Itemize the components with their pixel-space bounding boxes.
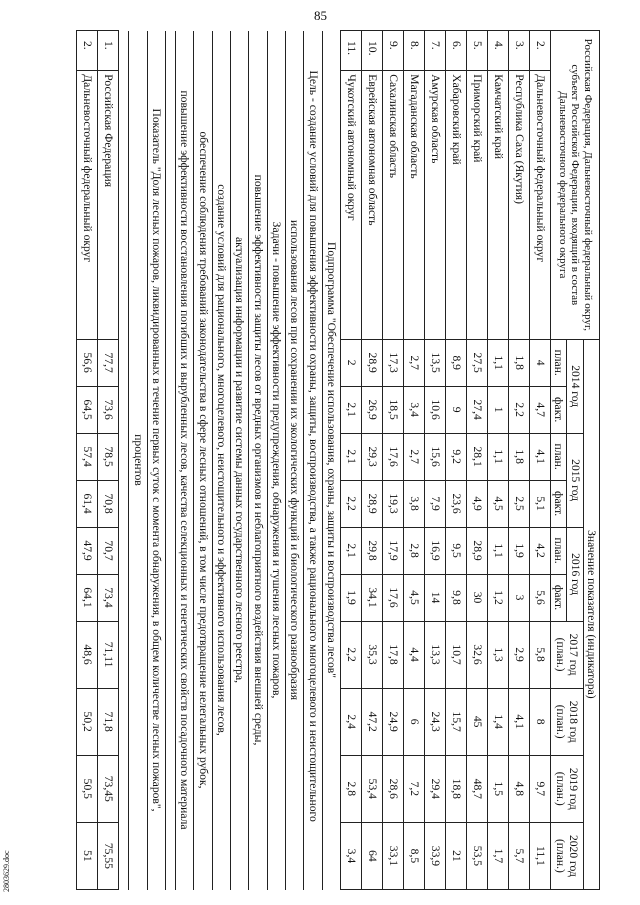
value-cell: 30 (467, 574, 488, 621)
value-cell: 8,5 (404, 822, 425, 889)
row-number: 2. (530, 31, 551, 71)
value-cell: 2 (341, 339, 362, 386)
value-cell: 4,9 (467, 480, 488, 527)
header-year-2014: 2014 год (567, 339, 583, 433)
value-cell: 29,4 (425, 755, 446, 822)
value-cell: 53,4 (362, 755, 383, 822)
value-cell: 1,5 (488, 755, 509, 822)
value-cell: 1,1 (488, 339, 509, 386)
value-cell: 2,5 (509, 480, 530, 527)
value-cell: 4,5 (404, 574, 425, 621)
table-header (551, 31, 600, 890)
table-row (425, 31, 446, 890)
table-row (98, 31, 119, 890)
spacer-cell (119, 31, 129, 890)
section-row (176, 31, 194, 890)
value-cell: 71,8 (98, 688, 119, 755)
value-cell: 18,8 (446, 755, 467, 822)
subprogram-text-line: актуализация информации и развитие системы данных государственного лесного реестра, (231, 31, 249, 890)
value-cell: 5,6 (530, 574, 551, 621)
subprogram-text-line: повышение эффективности защиты лесов от вредных организмов и неблагоприятного воздействия внешней среды, (249, 31, 267, 890)
header-region-column: Российская Федерация, Дальневосточный федеральный округ, субъект Российской Федерации, входящий в состав Дальневосточного федерального округа (551, 31, 600, 340)
spacer-cell (166, 31, 176, 890)
subprogram-text-line: Цель - создание условий для повышения эффективности охраны, защиты, воспроизводства, а также рационального многоцелевого и неистощительного (304, 31, 322, 890)
value-cell: 6 (404, 688, 425, 755)
value-cell: 47,2 (362, 688, 383, 755)
value-cell: 1,1 (488, 527, 509, 574)
subprogram-text-line: повышение эффективности восстановления погибших и вырубленных лесов, качества селекционных и генетических свойств посадочного материала (176, 31, 194, 890)
value-cell: 75,55 (98, 822, 119, 889)
value-cell: 4,1 (509, 688, 530, 755)
subprogram-text-line: обеспечение соблюдения требований законодательства в сфере лесных отношений, в том числе предотвращение нелегальных рубок, (194, 31, 212, 890)
header-indicator-group: Значение показателя (индикатора) (583, 339, 599, 889)
header-year-2016: 2016 год (567, 527, 583, 621)
value-cell: 28,9 (362, 480, 383, 527)
value-cell: 1 (488, 386, 509, 433)
page-number: 85 (314, 8, 327, 23)
value-cell: 4,1 (530, 433, 551, 480)
value-cell: 2,2 (341, 480, 362, 527)
row-number: 11. (341, 31, 362, 71)
value-cell: 78,5 (98, 433, 119, 480)
section-row (322, 31, 340, 890)
value-cell: 7,9 (425, 480, 446, 527)
region-name: Еврейская автономная область (362, 71, 383, 339)
table-row (467, 31, 488, 890)
value-cell: 33,1 (383, 822, 404, 889)
value-cell: 2,1 (341, 433, 362, 480)
section-row (267, 31, 285, 890)
value-cell: 9,8 (446, 574, 467, 621)
region-name: Дальневосточный федеральный округ (530, 71, 551, 339)
header-fact: факт. (551, 574, 567, 621)
value-cell: 3,4 (341, 822, 362, 889)
region-name: Амурская область (425, 71, 446, 339)
region-name: Российская Федерация (98, 71, 119, 339)
region-name: Чукотский автономный округ (341, 71, 362, 339)
value-cell: 9 (446, 386, 467, 433)
table-row (77, 31, 98, 890)
header-year-2015: 2015 год (567, 433, 583, 527)
indicator-title-line: процентов (129, 31, 147, 890)
subprogram-text-line: Задачи - повышение эффективности предупреждения, обнаружения и тушения лесных пожаров, (267, 31, 285, 890)
value-cell: 35,3 (362, 621, 383, 688)
value-cell: 4 (530, 339, 551, 386)
table-row (404, 31, 425, 890)
document-id: 2803629.doc (2, 850, 11, 892)
value-cell: 10,6 (425, 386, 446, 433)
value-cell: 4,8 (509, 755, 530, 822)
row-number: 8. (404, 31, 425, 71)
value-cell: 32,6 (467, 621, 488, 688)
value-cell: 45 (467, 688, 488, 755)
value-cell: 26,9 (362, 386, 383, 433)
rotated-table-container (40, 30, 600, 890)
indicator-table (76, 30, 600, 890)
value-cell: 70,7 (98, 527, 119, 574)
value-cell: 11,1 (530, 822, 551, 889)
table-row (362, 31, 383, 890)
section-row (212, 31, 230, 890)
value-cell: 34,1 (362, 574, 383, 621)
header-plan: план. (551, 527, 567, 574)
value-cell: 13,3 (425, 621, 446, 688)
header-year-2019-plan: 2019 год (план.) (551, 755, 584, 822)
value-cell: 2,2 (341, 621, 362, 688)
value-cell: 8 (530, 688, 551, 755)
value-cell: 17,3 (383, 339, 404, 386)
subprogram-text-line: использования лесов при сохранении их экологических функций и биологического разнообразия (286, 31, 304, 890)
header-fact: факт. (551, 386, 567, 433)
value-cell: 15,7 (446, 688, 467, 755)
table-row (530, 31, 551, 890)
value-cell: 73,6 (98, 386, 119, 433)
table-row (509, 31, 530, 890)
value-cell: 50,2 (77, 688, 98, 755)
value-cell: 9,2 (446, 433, 467, 480)
value-cell: 27,5 (467, 339, 488, 386)
value-cell: 2,8 (341, 755, 362, 822)
value-cell: 1,2 (488, 574, 509, 621)
value-cell: 2,8 (404, 527, 425, 574)
section-row (286, 31, 304, 890)
value-cell: 1,8 (509, 433, 530, 480)
value-cell: 21 (446, 822, 467, 889)
value-cell: 50,5 (77, 755, 98, 822)
spacer-row (119, 31, 129, 890)
region-name: Сахалинская область (383, 71, 404, 339)
value-cell: 24,9 (383, 688, 404, 755)
table-body (77, 31, 551, 890)
section-row (304, 31, 322, 890)
subprogram-title: Подпрограмма "Обеспечение использования, охраны, защиты и воспроизводства лесов" (322, 31, 340, 890)
value-cell: 24,3 (425, 688, 446, 755)
value-cell: 4,5 (488, 480, 509, 527)
value-cell: 17,6 (383, 433, 404, 480)
spacer-row (166, 31, 176, 890)
value-cell: 15,6 (425, 433, 446, 480)
row-number: 9. (383, 31, 404, 71)
value-cell: 73,45 (98, 755, 119, 822)
region-name: Магаданская область (404, 71, 425, 339)
value-cell: 4,2 (530, 527, 551, 574)
value-cell: 1,9 (509, 527, 530, 574)
value-cell: 23,6 (446, 480, 467, 527)
region-name: Дальневосточный федеральный округ (77, 71, 98, 339)
table-row (341, 31, 362, 890)
table-row (446, 31, 467, 890)
section-row (147, 31, 165, 890)
value-cell: 10,7 (446, 621, 467, 688)
value-cell: 3,8 (404, 480, 425, 527)
value-cell: 18,5 (383, 386, 404, 433)
header-plan: план. (551, 339, 567, 386)
value-cell: 64,5 (77, 386, 98, 433)
value-cell: 27,4 (467, 386, 488, 433)
value-cell: 2,9 (509, 621, 530, 688)
value-cell: 48,6 (77, 621, 98, 688)
value-cell: 16,9 (425, 527, 446, 574)
value-cell: 1,3 (488, 621, 509, 688)
value-cell: 71,11 (98, 621, 119, 688)
region-name: Приморский край (467, 71, 488, 339)
value-cell: 2,1 (341, 527, 362, 574)
value-cell: 2,4 (341, 688, 362, 755)
section-row (249, 31, 267, 890)
value-cell: 57,4 (77, 433, 98, 480)
header-year-2020-plan: 2020 год (план.) (551, 822, 584, 889)
value-cell: 17,9 (383, 527, 404, 574)
header-fact: факт. (551, 480, 567, 527)
header-plan: план. (551, 433, 567, 480)
value-cell: 3 (509, 574, 530, 621)
value-cell: 5,8 (530, 621, 551, 688)
value-cell: 53,5 (467, 822, 488, 889)
header-year-2017-plan: 2017 год (план.) (551, 621, 584, 688)
value-cell: 19,3 (383, 480, 404, 527)
value-cell: 17,8 (383, 621, 404, 688)
value-cell: 2,2 (509, 386, 530, 433)
section-row (231, 31, 249, 890)
value-cell: 28,9 (362, 339, 383, 386)
value-cell: 70,8 (98, 480, 119, 527)
subprogram-text-line: создание условий для рационального, многоцелевого, неистощительного и эффективного использования лесов, (212, 31, 230, 890)
value-cell: 28,1 (467, 433, 488, 480)
value-cell: 33,9 (425, 822, 446, 889)
indicator-title-line: Показатель "Доля лесных пожаров, ликвидированных в течение первых суток с момента обнаружения, в общем количестве лесных пожаров", (147, 31, 165, 890)
row-number: 3. (509, 31, 530, 71)
value-cell: 8,9 (446, 339, 467, 386)
value-cell: 7,2 (404, 755, 425, 822)
value-cell: 28,6 (383, 755, 404, 822)
value-cell: 1,8 (509, 339, 530, 386)
value-cell: 4,7 (530, 386, 551, 433)
value-cell: 29,3 (362, 433, 383, 480)
value-cell: 1,4 (488, 688, 509, 755)
value-cell: 1,7 (488, 822, 509, 889)
value-cell: 48,7 (467, 755, 488, 822)
row-number: 10. (362, 31, 383, 71)
value-cell: 64 (362, 822, 383, 889)
row-number: 2. (77, 31, 98, 71)
value-cell: 1,1 (488, 433, 509, 480)
row-number: 7. (425, 31, 446, 71)
value-cell: 2,7 (404, 433, 425, 480)
table-row (488, 31, 509, 890)
value-cell: 2,7 (404, 339, 425, 386)
value-cell: 5,1 (530, 480, 551, 527)
value-cell: 29,8 (362, 527, 383, 574)
section-row (194, 31, 212, 890)
value-cell: 77,7 (98, 339, 119, 386)
value-cell: 13,5 (425, 339, 446, 386)
value-cell: 56,6 (77, 339, 98, 386)
region-name: Республика Саха (Якутия) (509, 71, 530, 339)
table-row (383, 31, 404, 890)
value-cell: 47,9 (77, 527, 98, 574)
row-number: 5. (467, 31, 488, 71)
value-cell: 2,1 (341, 386, 362, 433)
value-cell: 61,4 (77, 480, 98, 527)
region-name: Хабаровский край (446, 71, 467, 339)
value-cell: 5,7 (509, 822, 530, 889)
row-number: 6. (446, 31, 467, 71)
value-cell: 9,5 (446, 527, 467, 574)
value-cell: 28,9 (467, 527, 488, 574)
row-number: 4. (488, 31, 509, 71)
row-number: 1. (98, 31, 119, 71)
header-year-2018-plan: 2018 год (план.) (551, 688, 584, 755)
value-cell: 64,1 (77, 574, 98, 621)
value-cell: 51 (77, 822, 98, 889)
value-cell: 4,4 (404, 621, 425, 688)
region-name: Камчатский край (488, 71, 509, 339)
value-cell: 9,7 (530, 755, 551, 822)
value-cell: 14 (425, 574, 446, 621)
value-cell: 17,6 (383, 574, 404, 621)
value-cell: 73,4 (98, 574, 119, 621)
value-cell: 1,9 (341, 574, 362, 621)
value-cell: 3,4 (404, 386, 425, 433)
section-row (129, 31, 147, 890)
